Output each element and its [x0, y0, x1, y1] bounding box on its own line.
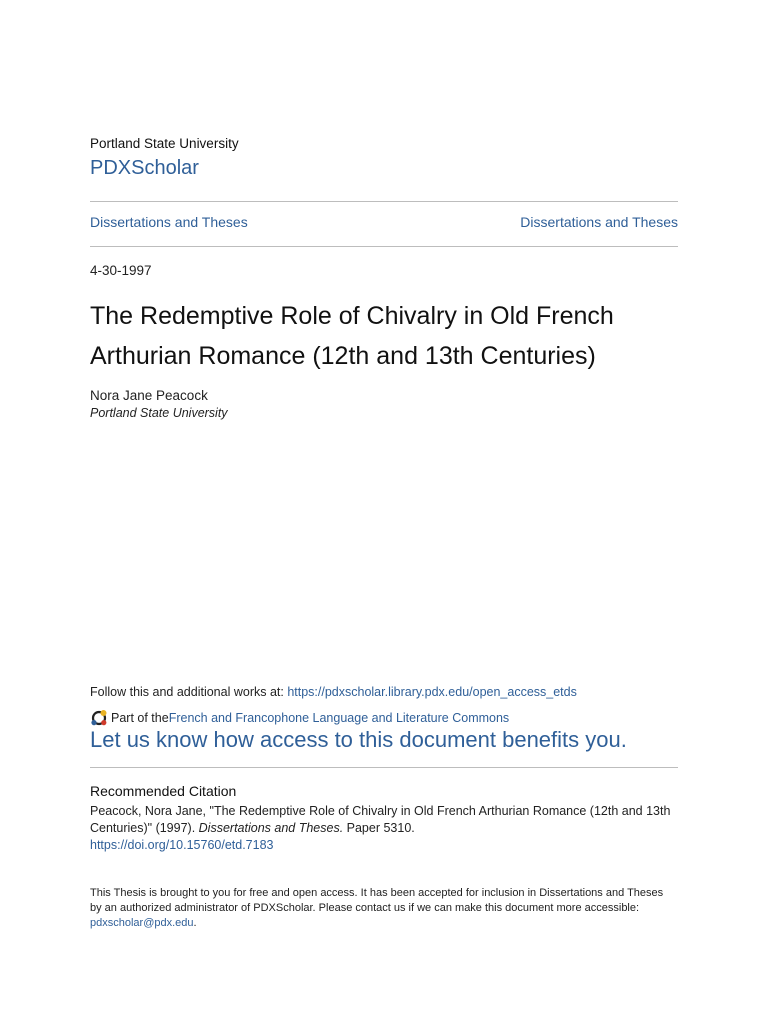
notice-tail: .: [193, 917, 197, 929]
citation-text: [90, 803, 678, 837]
follow-url-link[interactable]: https://pdxscholar.library.pdx.edu/open_access_etds: [287, 685, 577, 699]
part-of-line: [90, 709, 509, 727]
document-title: The Redemptive Role of Chivalry in Old French Arthurian Romance (12th and 13th Centuries): [90, 302, 614, 370]
series-link-right[interactable]: Dissertations and Theses: [520, 214, 678, 230]
divider-series: [90, 246, 678, 247]
follow-line: [90, 685, 577, 699]
repository-link[interactable]: PDXScholar: [90, 157, 199, 179]
commons-network-icon: [90, 709, 108, 727]
author-affiliation: Portland State University: [90, 406, 228, 420]
part-of-prefix: Part of the: [111, 711, 169, 725]
notice-text: This Thesis is brought to you for free and open access. It has been accepted for inclusion in Dissertations and Theses by an authorized administrator of PDXScholar. Please contact us if we can make this document more accessible:: [90, 887, 664, 914]
follow-prefix: Follow this and additional works at:: [90, 685, 288, 699]
benefit-feedback-link[interactable]: Let us know how access to this document benefits you.: [90, 727, 627, 752]
access-notice: [90, 886, 670, 931]
divider-top: [90, 201, 678, 202]
commons-link[interactable]: French and Francophone Language and Literature Commons: [168, 711, 510, 725]
publication-date: 4-30-1997: [90, 263, 152, 278]
cover-page: [90, 0, 678, 1024]
institution-name: Portland State University: [90, 136, 239, 151]
author-name: Nora Jane Peacock: [90, 388, 208, 403]
citation-series: Dissertations and Theses.: [198, 821, 344, 835]
series-link-left[interactable]: Dissertations and Theses: [90, 214, 248, 230]
citation-tail: Paper 5310.: [343, 821, 415, 835]
divider-citation: [90, 767, 678, 768]
citation-heading: Recommended Citation: [90, 783, 237, 799]
doi-link[interactable]: https://doi.org/10.15760/etd.7183: [90, 838, 274, 852]
citation-main: Peacock, Nora Jane, "The Redemptive Role of Chivalry in Old French Arthurian Romance (12th and 13th Centuries)" (1997).: [90, 804, 671, 835]
contact-email-link[interactable]: pdxscholar@pdx.edu: [90, 917, 194, 929]
